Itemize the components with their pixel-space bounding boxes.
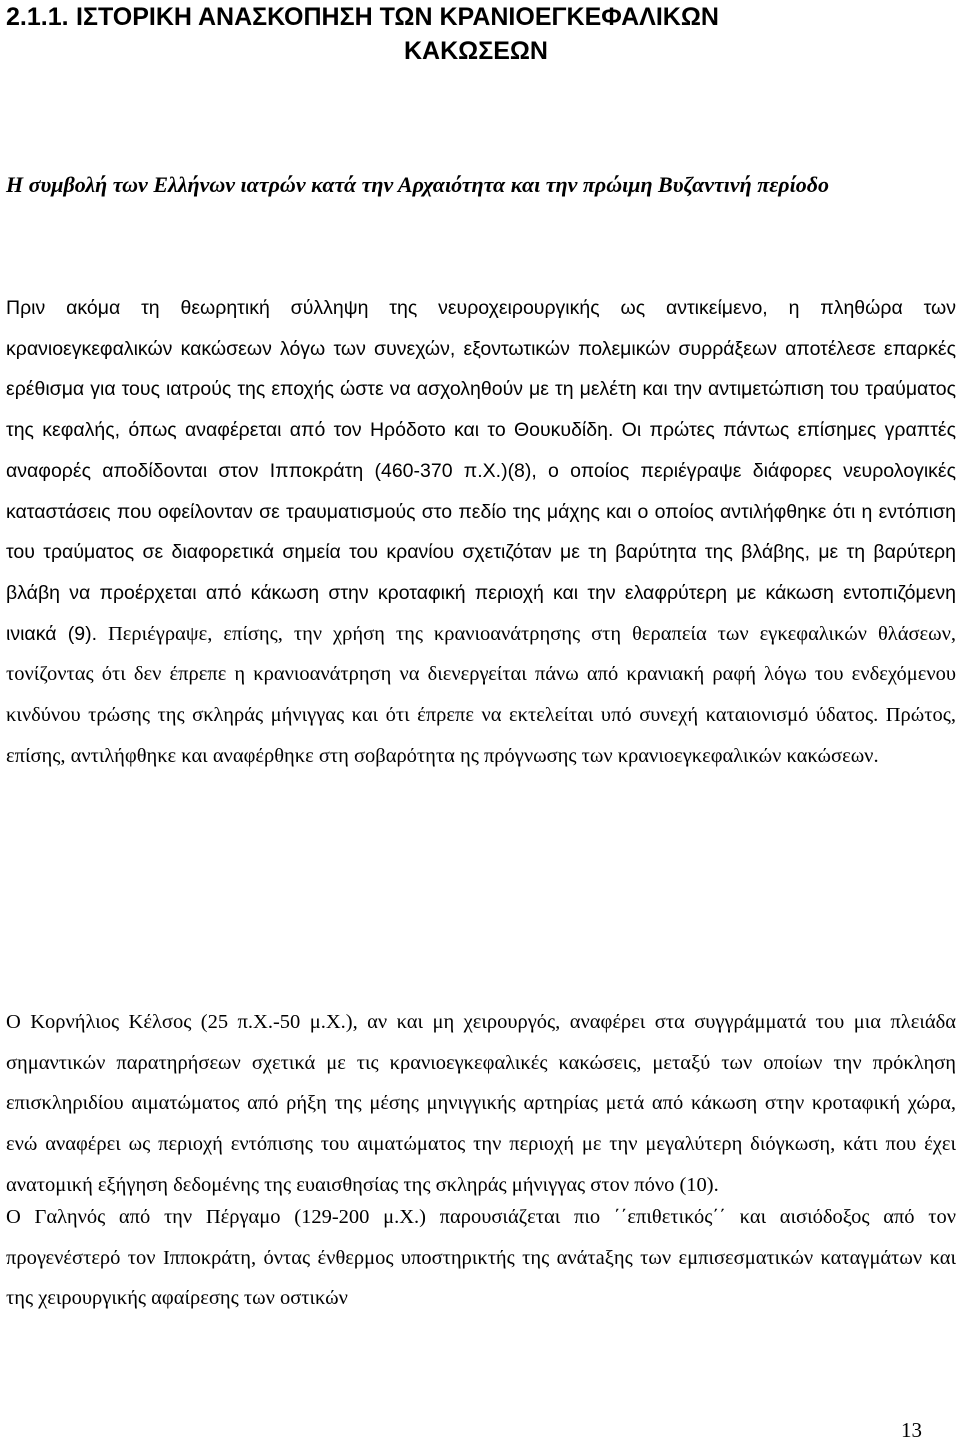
subsection-heading: Η συμβολή των Ελλήνων ιατρών κατά την Αρχαιότητα και την πρώιμη Βυζαντινή περίοδο [6,172,829,197]
section-title-line1: ΙΣΤΟΡΙΚΗ ΑΝΑΣΚΟΠΗΣΗ ΤΩΝ ΚΡΑΝΙΟΕΓΚΕΦΑΛΙΚΩΝ [76,3,719,31]
paragraph-hippocrates-part1: Πριν ακόμα τη θεωρητική σύλληψη της νευροχειρουργικής ως αντικείμενο, η πληθώρα των κρανιοεγκεφαλικών κακώσεων λόγω των συνεχών, εξοντωτικών πολεμικών συρράξεων αποτέλεσε επαρκές ερέθισμα για τους ιατρούς της εποχής ώστε να ασχοληθούν με τη μελέτη και την αντιμετώπιση του τραύματος της κεφαλής, όπως αναφέρεται από τον Ηρόδοτο και το Θουκυδίδη. Οι πρώτες πάντως επίσημες γραπτές αναφορές αποδίδονται στον Ιπποκράτη (460-370 π.Χ.)(8), ο οποίος περιέγραψε διάφορες νευρολογικές καταστάσεις που οφείλονταν σε τραυματισμούς στο πεδίο της μάχης και ο οποίος αντιλήφθηκε ότι η εντόπιση του τραύματος σε διαφορετικά σημεία του κρανίου σχετιζόταν με τη βαρύτητα της βλάβης, με τη βαρύτερη βλάβη να προέρχεται από κάκωση στην κροταφική περιοχή και την ελαφρύτερη με κάκωση εντοπιζόμενη ινιακά (9). [6,297,956,645]
paragraph-celsus: Ο Κορνήλιος Κέλσος (25 π.Χ.-50 μ.Χ.), αν και μη χειρουργός, αναφέρει στα συγγράμματά του μια πλειάδα σημαντικών παρατηρήσεων σχετικά με τις κρανιοεγκεφαλικές κακώσεις, μεταξύ των οποίων την πρόκληση επισκληριδίου αιματώματος από ρήξη της μέσης μηνιγγικής αρτηρίας μετά από κάκωση στην κροταφική χώρα, ενώ αναφέρει ως περιοχή εντόπισης του αιματώματος την περιοχή με την μεγαλύτερη διόγκωση, κάτι που έχει ανατομική εξήγηση δεδομένης της ευαισθησίας της σκληράς μήνιγγας στον πόνο (10). [6,1011,956,1196]
section-title-line2: ΚΑΚΩΣΕΩΝ [404,37,548,65]
paragraph-galen: Ο Γαληνός από την Πέργαμο (129-200 μ.Χ.) παρουσιάζεται πιο ΄΄επιθετικός΄΄ και αισιόδοξος από τον προγενέστερό τον Ιπποκράτη, όντας ένθερμος υποστηρικτής της ανάτaξης των εμπισεσματικών καταγμάτων και της χειρουργικής αφαίρεσης των οστικών [6,1206,956,1310]
page-number: 13 [901,1418,922,1442]
paragraph-hippocrates [6,288,956,776]
section-heading [6,0,956,68]
paragraph-hippocrates-part2: Περιέγραψε, επίσης, την χρήση της κρανιοανάτρησης στη θεραπεία των εγκεφαλικών θλάσεων, τονίζοντας ότι δεν έπρεπε η κρανιοανάτρηση να διενεργείται πάνω από κρανιακή ραφή λόγω του ενδεχόμενου κινδύνου τρώσης της σκληράς μήνιγγας και ότι έπρεπε να εκτελείται υπό συνεχή καταιονισμό ύδατος. Πρώτος, επίσης, αντιλήφθηκε και αναφέρθηκε στη σοβαρότητα ης πρόγνωσης των κρανιοεγκεφαλικών κακώσεων. [6,622,956,767]
section-heading-line1 [6,0,956,34]
section-number: 2.1.1. [6,3,69,31]
